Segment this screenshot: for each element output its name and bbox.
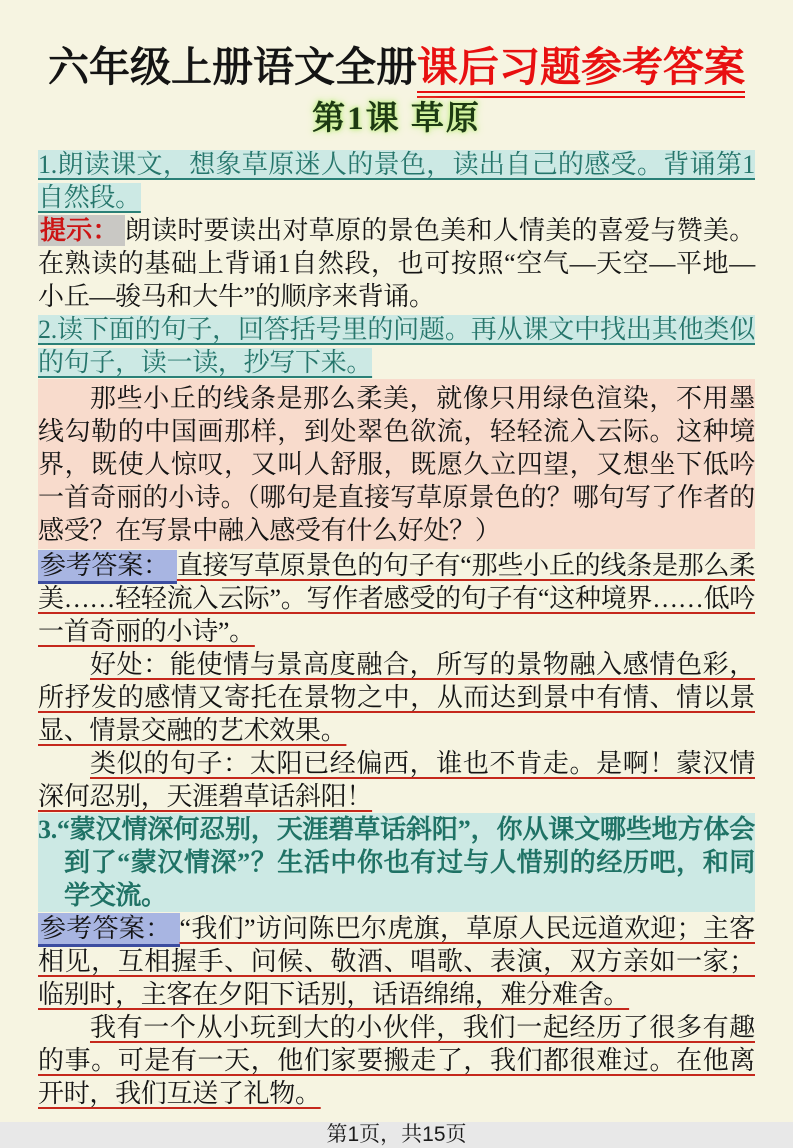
page-number-indicator: 第1页，共15页 [326,1123,467,1146]
doc-title-red-part: 课后习题参考答案 [417,44,745,98]
hint-text: 朗读时要读出对草原的景色美和人情美的喜爱与赞美。在熟读的基础上背诵1自然段，也可按照“空气—天空—平地—小丘—骏马和大牛”的顺序来背诵。 [38,216,755,311]
answer-text: “我们”访问陈巴尔虎旗，草原人民远道欢迎；主客相见，互相握手、问候、敬酒、唱歌、表演，双方亲如一家；临别时，主客在夕阳下话别，话语绵绵，难分难舍。 [38,914,755,1009]
answer-3-2: 我有一个从小玩到大的小伙伴，我们一起经历了很多有趣的事。可是有一天，他们家要搬走了，我们都很难过。在他离开时，我们互送了礼物。 [38,1013,755,1108]
answer-label: 参考答案： [38,913,180,947]
question-2 [38,313,755,379]
hint-1 [38,214,755,313]
content-area [38,148,755,1110]
answer-2-1 [38,549,755,648]
question-highlighted-text: 1.朗读课文，想象草原迷人的景色，读出自己的感受。背诵第1自然段。 [38,150,755,212]
doc-title [38,0,755,94]
doc-title-black-part: 六年级上册语文全册 [48,44,417,90]
hint-label: 提示： [38,215,125,246]
answer-label: 参考答案： [38,550,177,584]
answer-2-2: 好处：能使情与景高度融合，所写的景物融入感情色彩，所抒发的感情又寄托在景物之中，从而达到景中有情、情以景显、情景交融的艺术效果。 [38,650,755,745]
answer-text: 直接写草原景色的句子有“那些小丘的线条是那么柔美……轻轻流入云际”。写作者感受的句子有“这种境界……低吟一首奇丽的小诗”。 [38,551,755,646]
excerpt-1 [38,379,755,549]
question-3: 3.“蒙汉情深何忍别，天涯碧草话斜阳”，你从课文哪些地方体会到了“蒙汉情深”？生活中你也有过与人惜别的经历吧，和同学交流。 [38,815,755,910]
answer-3-1 [38,912,755,1011]
lesson-title: 第1课 草原 [312,101,481,137]
question-1 [38,148,755,214]
question-highlighted-text: 2.读下面的句子，回答括号里的问题。再从课文中找出其他类似的句子，读一读，抄写下来。 [38,315,755,377]
excerpt-text: 那些小丘的线条是那么柔美，就像只用绿色渲染，不用墨线勾勒的中国画那样，到处翠色欲流，轻轻流入云际。这种境界，既使人惊叹，又叫人舒服，既愿久立四望，又想坐下低吟一首奇丽的小诗。（哪句是直接写草原景色的？哪句写了作者的感受？在写景中融入感受有什么好处？） [38,384,755,545]
answer-2-3: 类似的句子：太阳已经偏西，谁也不肯走。是啊！蒙汉情深何忍别，天涯碧草话斜阳！ [38,749,755,811]
